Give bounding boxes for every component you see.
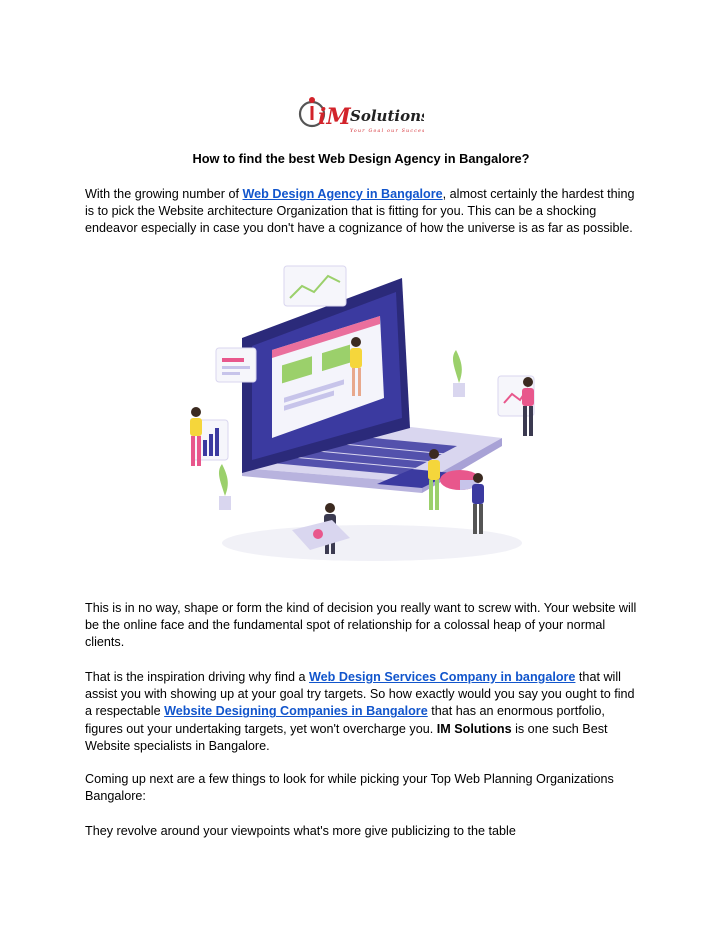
intro-text: With the growing number of: [85, 187, 243, 201]
web-design-agency-link[interactable]: Web Design Agency in Bangalore: [242, 187, 443, 201]
p3-text-1: That is the inspiration driving why find a: [85, 670, 310, 684]
logo-wordmark: Solutions: [350, 107, 424, 125]
p3-text-2: that will assist you with showing up at your goal try targets. So how exactly would you say you ought to find a respectable: [85, 670, 635, 719]
page-title: How to find the best Web Design Agency in Bangalore?: [192, 151, 530, 166]
body-paragraph-5: They revolve around your viewpoints what's more give publicizing to the table: [85, 824, 516, 838]
intro-text-rest: , almost certainly the hardest thing is to pick the Website architecture Organization that is fitting for you. This can be a shocking endeavor especially in case you don't have a cognizance of how the universe is as far as possible.: [85, 187, 635, 236]
company-logo: [298, 94, 424, 136]
logo-letters: iM: [318, 104, 351, 130]
intro-paragraph: [85, 186, 641, 238]
web-design-illustration: [172, 258, 552, 570]
web-design-services-link[interactable]: Web Design Services Company in bangalore: [309, 670, 576, 684]
company-name-bold: IM Solutions: [436, 721, 512, 736]
website-designing-companies-link[interactable]: Website Designing Companies in Bangalore: [164, 704, 428, 719]
body-paragraph-3: [85, 669, 641, 755]
p3-text-4: is one such Best Website specialists in Bangalore.: [85, 721, 608, 753]
body-paragraph-4: Coming up next are a few things to look for while picking your Top Web Planning Organizations Bangalore:: [85, 772, 614, 804]
body-paragraph-2: This is in no way, shape or form the kind of decision you really want to screw with. Your website will be the online face and the fundamental spot of relationship for a colossal heap of your normal clients.: [85, 601, 637, 650]
p3-text-3: that has an enormous portfolio, figures out your undertaking targets, yet won't overcharge you.: [85, 704, 605, 736]
logo-tagline: Your Goal our Success: [350, 129, 424, 134]
